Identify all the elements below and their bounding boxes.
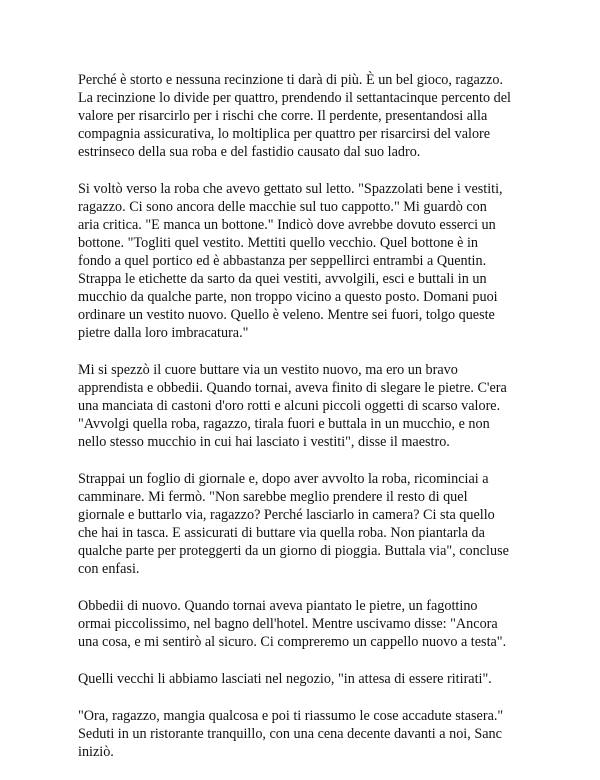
- paragraph-line: ordinare un vestito nuovo. Quello è veleno. Mentre sei fuori, tolgo queste: [78, 307, 495, 323]
- paragraph-3: [78, 361, 538, 451]
- paragraph-line: compagnia assicurativa, lo moltiplica per quattro per risarcirsi del valore: [78, 126, 491, 142]
- paragraph-line: fondo a quel portico ed è abbastanza per seppellirci entrambi a Quentin.: [78, 253, 487, 269]
- paragraph-line: nello stesso mucchio in cui hai lasciato i vestiti", disse il maestro.: [78, 434, 450, 450]
- paragraph-5: [78, 597, 538, 651]
- paragraph-line: Quelli vecchi li abbiamo lasciati nel negozio, "in attesa di essere ritirati".: [78, 671, 492, 687]
- paragraph-line: "Ora, ragazzo, mangia qualcosa e poi ti riassumo le cose accadute stasera.": [78, 708, 504, 724]
- paragraph-line: Strappai un foglio di giornale e, dopo aver avvolto la roba, ricominciai a: [78, 471, 489, 487]
- paragraph-line: valore per risarcirlo per i rischi che corre. Il perdente, presentandosi alla: [78, 108, 488, 124]
- paragraph-line: ormai piccolissimo, nel bagno dell'hotel. Mentre uscivamo disse: "Ancora: [78, 616, 498, 632]
- paragraph-line: Obbedii di nuovo. Quando tornai aveva piantato le pietre, un fagottino: [78, 598, 478, 614]
- paragraph-line: pietre dalla loro imbracatura.": [78, 325, 249, 341]
- paragraph-line: La recinzione lo divide per quattro, prendendo il settantacinque percento del: [78, 90, 511, 106]
- paragraph-line: camminare. Mi fermò. "Non sarebbe meglio prendere il resto di quel: [78, 489, 468, 505]
- paragraph-line: mucchio da qualche parte, non troppo vicino a questo posto. Domani puoi: [78, 289, 498, 305]
- paragraph-line: "Avvolgi quella roba, ragazzo, tirala fuori e buttala in un mucchio, e non: [78, 416, 490, 432]
- paragraph-line: Seduti in un ristorante tranquillo, con una cena decente davanti a noi, Sanc: [78, 726, 502, 742]
- paragraph-line: qualche parte per proteggerti da un giorno di pioggia. Buttala via", concluse: [78, 543, 509, 559]
- paragraph-line: una cosa, e mi sentirò al sicuro. Ci compreremo un cappello nuovo a testa".: [78, 634, 507, 650]
- paragraph-2: [78, 180, 538, 342]
- paragraph-line: ragazzo. Ci sono ancora delle macchie sul tuo cappotto." Mi guardò con: [78, 199, 487, 215]
- paragraph-line: iniziò.: [78, 744, 114, 760]
- paragraph-1: [78, 71, 538, 161]
- text-column: [78, 71, 538, 780]
- paragraph-line: bottone. "Togliti quel vestito. Mettiti quello vecchio. Quel bottone è in: [78, 235, 479, 251]
- paragraph-line: aria critica. "E manca un bottone." Indicò dove avrebbe dovuto esserci un: [78, 217, 496, 233]
- paragraph-line: con enfasi.: [78, 561, 140, 577]
- paragraph-line: Si voltò verso la roba che avevo gettato sul letto. "Spazzolati bene i vestiti,: [78, 181, 503, 197]
- paragraph-line: estrinseco della sua roba e del fastidio causato dal suo ladro.: [78, 144, 421, 160]
- paragraph-line: Perché è storto e nessuna recinzione ti darà di più. È un bel gioco, ragazzo.: [78, 72, 504, 88]
- paragraph-line: una manciata di castoni d'oro rotti e alcuni piccoli oggetti di scarso valore.: [78, 398, 501, 414]
- paragraph-line: che hai in tasca. E assicurati di buttare via quella roba. Non piantarla da: [78, 525, 485, 541]
- paragraph-line: Mi si spezzò il cuore buttare via un vestito nuovo, ma ero un bravo: [78, 362, 458, 378]
- paragraph-line: apprendista e obbedii. Quando tornai, aveva finito di slegare le pietre. C'era: [78, 380, 507, 396]
- paragraph-line: giornale e buttarlo via, ragazzo? Perché lasciarlo in camera? Ci sta quello: [78, 507, 495, 523]
- paragraph-line: Strappa le etichette da sarto da quei vestiti, avvolgili, esci e buttali in un: [78, 271, 487, 287]
- paragraph-7: [78, 707, 538, 761]
- paragraph-6: [78, 670, 538, 688]
- paragraph-4: [78, 470, 538, 578]
